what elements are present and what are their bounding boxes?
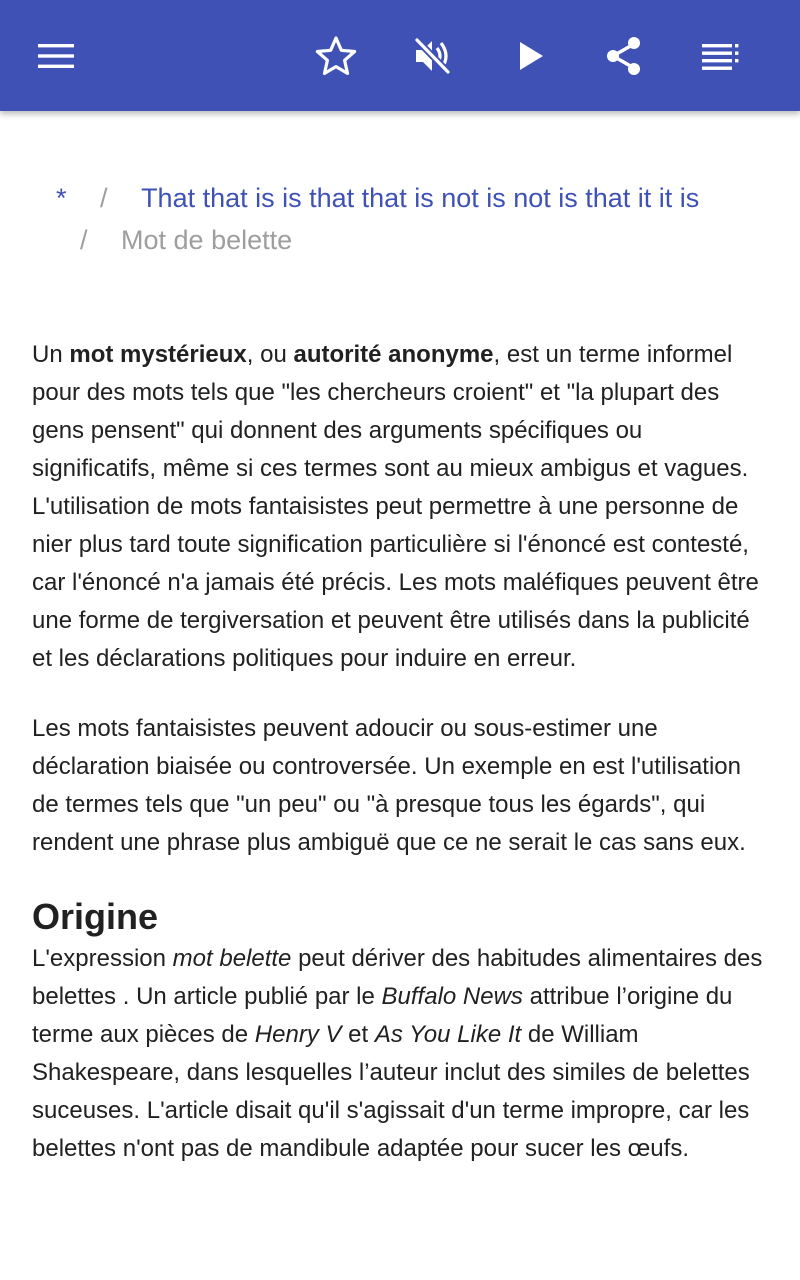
breadcrumb-root-link[interactable]: * bbox=[56, 183, 67, 213]
breadcrumb-separator: / bbox=[80, 225, 88, 255]
favorite-button[interactable] bbox=[304, 24, 368, 88]
breadcrumb-separator: / bbox=[100, 183, 108, 213]
play-icon bbox=[510, 36, 550, 76]
menu-icon bbox=[36, 36, 76, 76]
article-paragraph-3: L'expression mot belette peut dériver des habitudes alimentaires des belettes . Un article publié par le Buffalo News attribue l’origine du terme aux pièces de Henry V et As You Like It de William Shakespeare, dans lesquelles l’auteur inclut des similes de belettes suceuses. L'article disait qu'il s'agissait d'un terme impropre, car les belettes n'ont pas de mandibule adaptée pour sucer les œufs. bbox=[32, 945, 763, 1162]
section-heading: Origine bbox=[32, 896, 159, 937]
menu-button[interactable] bbox=[24, 24, 88, 88]
share-button[interactable] bbox=[592, 24, 656, 88]
play-button[interactable] bbox=[498, 24, 562, 88]
bold-term: autorité anonyme bbox=[293, 341, 494, 368]
contents-button[interactable] bbox=[688, 24, 752, 88]
app-bar bbox=[0, 0, 800, 111]
article-content bbox=[32, 336, 772, 1200]
share-icon bbox=[602, 34, 646, 78]
playlist-icon bbox=[700, 36, 740, 76]
mute-button[interactable] bbox=[400, 24, 464, 88]
breadcrumb-parent-link[interactable]: That that is is that that is not is not is that it it is bbox=[141, 183, 700, 213]
bold-term: mot mystérieux bbox=[69, 341, 247, 368]
article-paragraph-2: Les mots fantaisistes peuvent adoucir ou sous-estimer une déclaration biaisée ou controversée. Un exemple en est l'utilisation de termes tels que "un peu" ou "à presque tous les égards", qui rendent une phrase plus ambiguë que ce ne serait le cas sans eux. bbox=[32, 715, 746, 856]
volume-off-icon bbox=[410, 34, 454, 78]
star-outline-icon bbox=[314, 34, 358, 78]
article-paragraph-1: Un mot mystérieux, ou autorité anonyme, est un terme informel pour des mots tels que "les chercheurs croient" et "la plupart des gens pensent" qui donnent des arguments spécifiques ou significatifs, même si ces termes sont au mieux ambigus et vagues. L'utilisation de mots fantaisistes peut permettre à une personne de nier plus tard toute signification particulière si l'énoncé est contesté, car l'énoncé n'a jamais été précis. Les mots maléfiques peuvent être une forme de tergiversation et peuvent être utilisés dans la publicité et les déclarations politiques pour induire en erreur. bbox=[32, 341, 759, 672]
breadcrumb-current: Mot de belette bbox=[121, 225, 293, 255]
